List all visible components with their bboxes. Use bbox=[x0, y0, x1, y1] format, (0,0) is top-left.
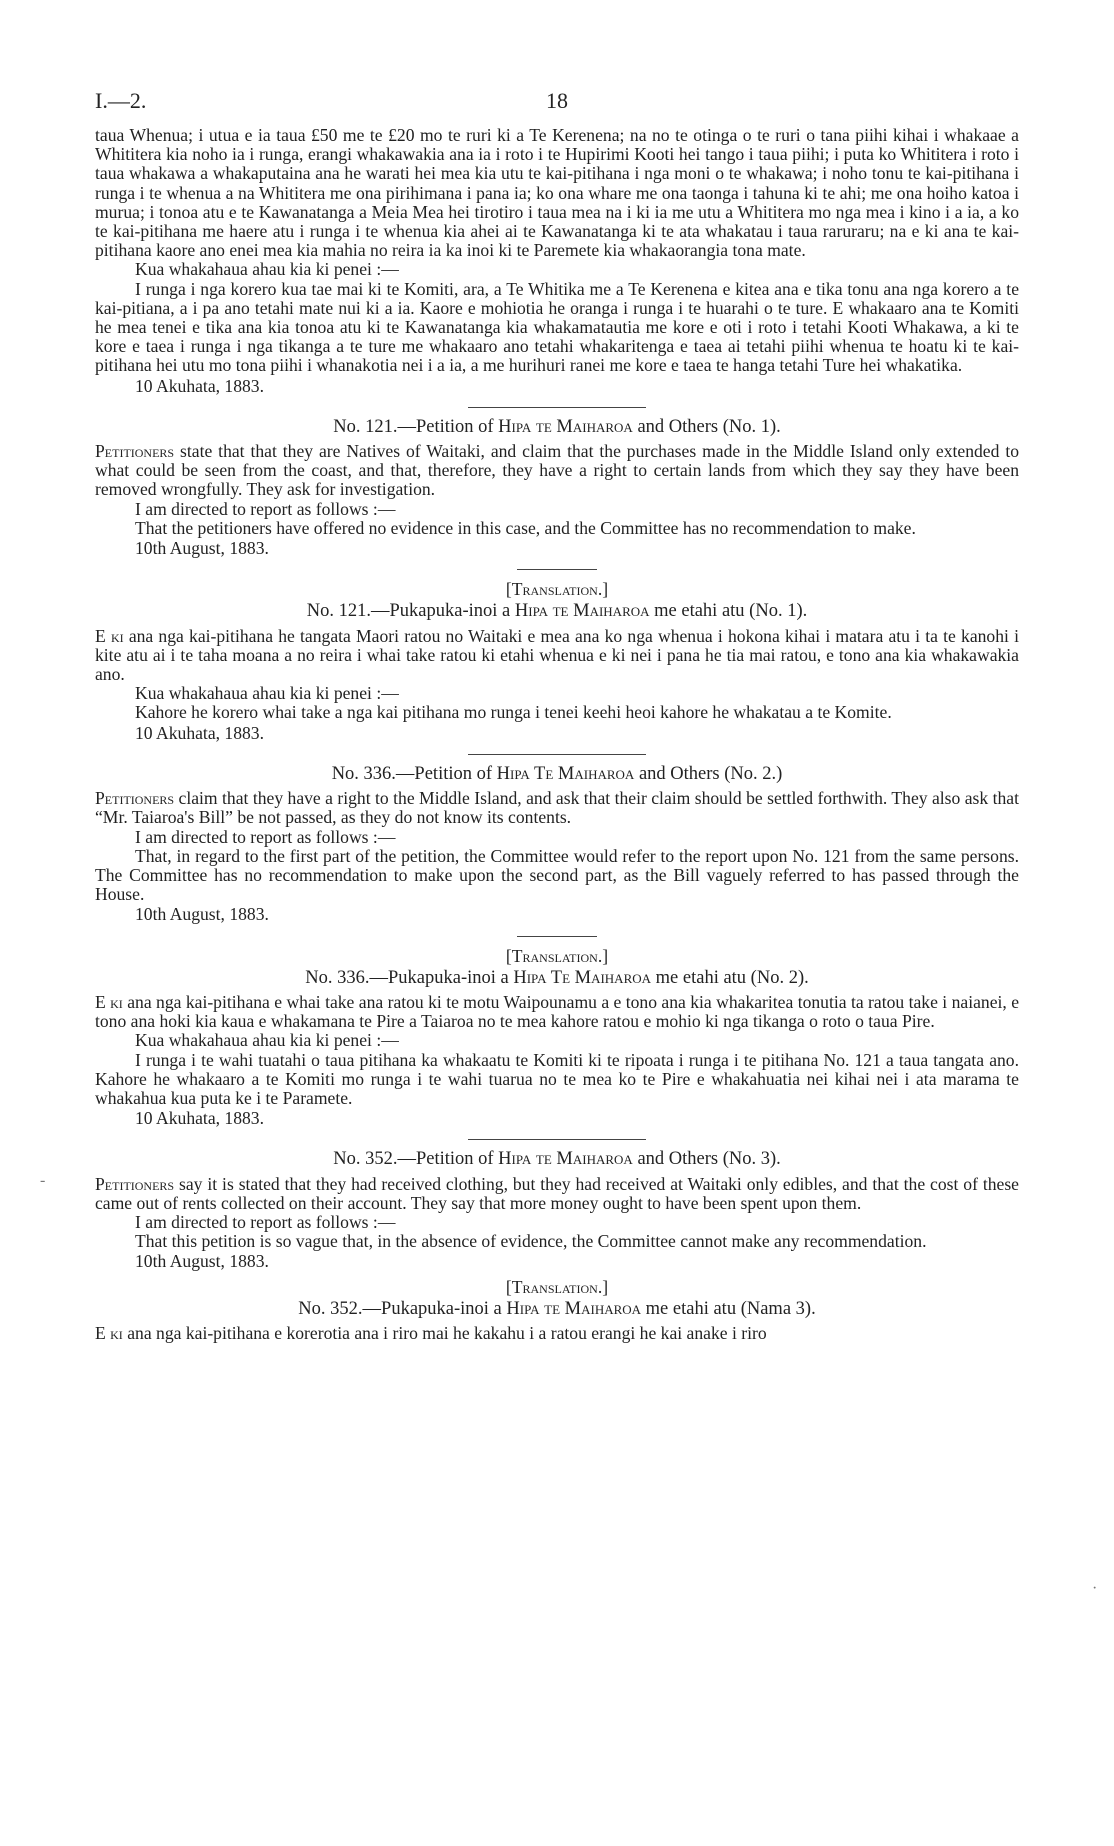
directed-line: Kua whakahaua ahau kia ki penei :— bbox=[135, 683, 399, 704]
section-divider bbox=[517, 569, 597, 570]
date-line: 10th August, 1883. bbox=[135, 904, 269, 925]
petition-body: ana nga kai-pitihana e whai take ana ratou ki te motu Waipounamu a e tono ana kia whakaritea tonutia ta ratou take i naianei, e tono ana hoki kia kaua e whakamana te Pire a Taiaroa no te mea kahore ratou e mohio ki nga tikanga o roto o taua Pire. bbox=[95, 991, 1019, 1032]
date-line: 10 Akuhata, 1883. bbox=[135, 1108, 265, 1129]
translation-label: [Translation.] bbox=[505, 579, 609, 600]
section-heading bbox=[95, 1300, 1019, 1319]
section-divider bbox=[468, 407, 646, 408]
section-heading bbox=[95, 418, 1019, 437]
petition-summary bbox=[95, 627, 1019, 685]
petition-summary bbox=[95, 1175, 1019, 1213]
petition-body: ana nga kai-pitihana he tangata Maori ratou no Waitaki e mea ana ko nga whenua i hokona kihai i matara atu i ta te kanohi i kite atu ai i te taha moana a no reira i whai take ratou ki etahi whenua e ki nei i pana he tia mai ratou, e tono ana kia whakawakia ano. bbox=[95, 625, 1019, 685]
intro-paragraph: taua Whenua; i utua e ia taua £50 me te £20 mo te ruri ki a Te Kerenena; na no te otinga o te ruri o tana piihi kihai i whakaae a Whititera kia noho ia i runga, erangi whakawakia ana ia i roto i te Hupirimi Kooti hei tango i taua piihi; i puta ko Whititera i roto i taua whakawa a whakaputaina ana he warati hei mea kia utu te kai-pitihana i nga moni o te whakawa; i noho tonu te kai-pitihana i runga i te whenua a na Whititera me ona pirihimana i pana ia; ko ona whare me ona taonga i tahuna ki te ahi; me ona hoiho katoa i murua; i tonoa atu e te Kawanatanga a Meia Mea hei tirotiro i taua mea na i ki ia me utu a Whititera mo nga mea i kino i a ia, a ko te kai-pitihana me haere atu i runga i te whenua kia ahei ai te Kawanatanga ki te ata whakatau i taua raruraru; na e ki ana te kai-pitihana kaore ano enei mea kia mahia no reira ia ka inoi ki te Paremete kia whakaorangia tona mate. bbox=[95, 125, 1019, 261]
petitioner-name: Hipa Te Maiharoa bbox=[513, 967, 652, 988]
heading-suffix: and Others (No. 1). bbox=[637, 416, 781, 437]
petition-body: say it is stated that they had received clothing, but they had received at Waitaki only edibles, and that the cost of these came out of rents collected on their account. They say that more money ought to have been spent upon them. bbox=[95, 1173, 1019, 1213]
petition-summary bbox=[95, 442, 1019, 500]
section-divider bbox=[517, 936, 597, 937]
petitioner-name: Hipa te Maiharoa bbox=[506, 1298, 642, 1319]
heading-prefix: No. 352.—Pukapuka-inoi a bbox=[298, 1298, 502, 1319]
report-paragraph: I runga i te wahi tuatahi o taua pitihana ka whakaatu te Komiti ki te ripoata i runga i te pitihana No. 121 a taua tangata ano. Kahore he whakaaro a te Komiti mo runga i te wahi tuarua no te mea ko te Pire e whakahuatia nei kihai nei i ata marama te whakahua kua puta ke i te Paramete. bbox=[95, 1049, 1019, 1108]
page-number: 18 bbox=[546, 88, 568, 113]
petitioner-name: Hipa te Maiharoa bbox=[498, 1149, 633, 1170]
translation-label: [Translation.] bbox=[505, 1276, 609, 1297]
directed-line: I am directed to report as follows :— bbox=[135, 498, 396, 519]
petition-section-352-maori bbox=[95, 1278, 1019, 1344]
date-line: 10 Akuhata, 1883. bbox=[135, 375, 265, 396]
margin-mark: - bbox=[40, 1172, 46, 1189]
petition-section-121-english bbox=[95, 418, 1019, 558]
petition-summary bbox=[95, 1324, 1019, 1343]
section-divider bbox=[468, 1139, 646, 1140]
heading-prefix: No. 336.—Pukapuka-inoi a bbox=[305, 967, 509, 988]
lead-word: Petitioners bbox=[95, 441, 175, 462]
petition-section-336-english bbox=[95, 765, 1019, 925]
report-paragraph: That this petition is so vague that, in the absence of evidence, the Committee cannot make any recommendation. bbox=[135, 1231, 927, 1252]
page-body bbox=[95, 126, 1019, 1343]
petition-body: claim that they have a right to the Middle Island, and ask that their claim should be settled forthwith. They also ask that “Mr. Taiaroa's Bill” be not passed, as they do not know its contents. bbox=[95, 788, 1019, 828]
petitioner-name: Hipa te Maiharoa bbox=[498, 416, 633, 437]
section-heading bbox=[95, 969, 1019, 988]
lead-word: E ki bbox=[95, 1322, 123, 1343]
report-paragraph: That, in regard to the first part of the petition, the Committee would refer to the report upon No. 121 from the same persons. The Committee has no recommendation to make upon the second part, as the Bill vaguely referred to has passed through the House. bbox=[95, 845, 1019, 905]
petitioner-name: Hipa Te Maiharoa bbox=[496, 763, 635, 784]
lead-word: Petitioners bbox=[95, 1173, 175, 1194]
petition-section-352-english bbox=[95, 1150, 1019, 1271]
section-heading bbox=[95, 602, 1019, 621]
date-line: 10th August, 1883. bbox=[135, 1251, 269, 1272]
section-divider bbox=[468, 754, 646, 755]
report-paragraph: I runga i nga korero kua tae mai ki te Komiti, ara, a Te Whitika me a Te Kerenena e kitea ana e tika tonu ana nga korero a te kai-pitiana, a i pa ano tetahi mate nui ki a ia. Kaore e mohiotia he oranga i runga i te huarahi o te ture. E whakaaro ana te Komiti he mea tenei e tika ana kia tonoa atu ki te Kawanatanga kia whakamatautia me kore e oti i roto i tetahi Kooti Whakawa, a ki te kore e taea i runga i nga tikanga a te ture me whakaaro ano tetahi whakaritenga e taea ai tetahi piihi whenua te hoatu ki te kai-pitihana hei utu mo tona piihi i whanakotia nei i a ia, a me hurihuri ranei me kore e taea te hanga tetahi Ture hei whakatika. bbox=[95, 278, 1019, 376]
date-line: 10th August, 1883. bbox=[135, 538, 269, 559]
lead-word: E ki bbox=[95, 991, 123, 1012]
report-paragraph: That the petitioners have offered no evidence in this case, and the Committee has no recommendation to make. bbox=[135, 517, 916, 538]
petition-section-336-maori bbox=[95, 947, 1019, 1129]
section-heading bbox=[95, 765, 1019, 784]
petition-summary bbox=[95, 789, 1019, 827]
heading-prefix: No. 336.—Petition of bbox=[331, 763, 493, 784]
sheet-reference: I.—2. bbox=[95, 88, 147, 113]
petition-body: state that that they are Natives of Waitaki, and claim that the purchases made in the Middle Island only extended to what could be seen from the coast, and that, therefore, they have a right to certain lands from which they say they have been removed wrongfully. They ask for investigation. bbox=[95, 441, 1019, 500]
lead-word: Petitioners bbox=[95, 788, 175, 809]
directed-line: I am directed to report as follows :— bbox=[135, 826, 396, 847]
section-heading bbox=[95, 1150, 1019, 1169]
petition-body: ana nga kai-pitihana e korerotia ana i riro mai he kakahu i a ratou erangi he kai anake i riro bbox=[127, 1322, 767, 1343]
date-line: 10 Akuhata, 1883. bbox=[135, 722, 265, 743]
petition-summary bbox=[95, 993, 1019, 1031]
page-header bbox=[95, 88, 1019, 118]
translation-label: [Translation.] bbox=[505, 945, 609, 966]
directed-line: I am directed to report as follows :— bbox=[135, 1211, 396, 1232]
directed-line: Kua whakahaua ahau kia ki penei :— bbox=[135, 1030, 399, 1051]
petitioner-name: Hipa te Maiharoa bbox=[514, 601, 650, 622]
report-paragraph: Kahore he korero whai take a nga kai pitihana mo runga i tenei keehi heoi kahore he whakatau a te Komite. bbox=[135, 702, 892, 723]
heading-suffix: me etahi atu (No. 2). bbox=[655, 967, 809, 988]
heading-prefix: No. 121.—Petition of bbox=[333, 416, 494, 437]
petition-section-121-maori bbox=[95, 580, 1019, 743]
heading-prefix: No. 121.—Pukapuka-inoi a bbox=[306, 601, 511, 622]
heading-suffix: me etahi atu (No. 1). bbox=[654, 601, 808, 622]
heading-prefix: No. 352.—Petition of bbox=[333, 1149, 494, 1170]
heading-suffix: and Others (No. 2.) bbox=[638, 763, 783, 784]
lead-word: E ki bbox=[95, 625, 124, 646]
directed-line: Kua whakahaua ahau kia ki penei :— bbox=[135, 259, 399, 280]
heading-suffix: and Others (No. 3). bbox=[637, 1149, 781, 1170]
margin-mark: · bbox=[1092, 1580, 1098, 1597]
intro-maori-section bbox=[95, 126, 1019, 396]
heading-suffix: me etahi atu (Nama 3). bbox=[645, 1298, 816, 1319]
